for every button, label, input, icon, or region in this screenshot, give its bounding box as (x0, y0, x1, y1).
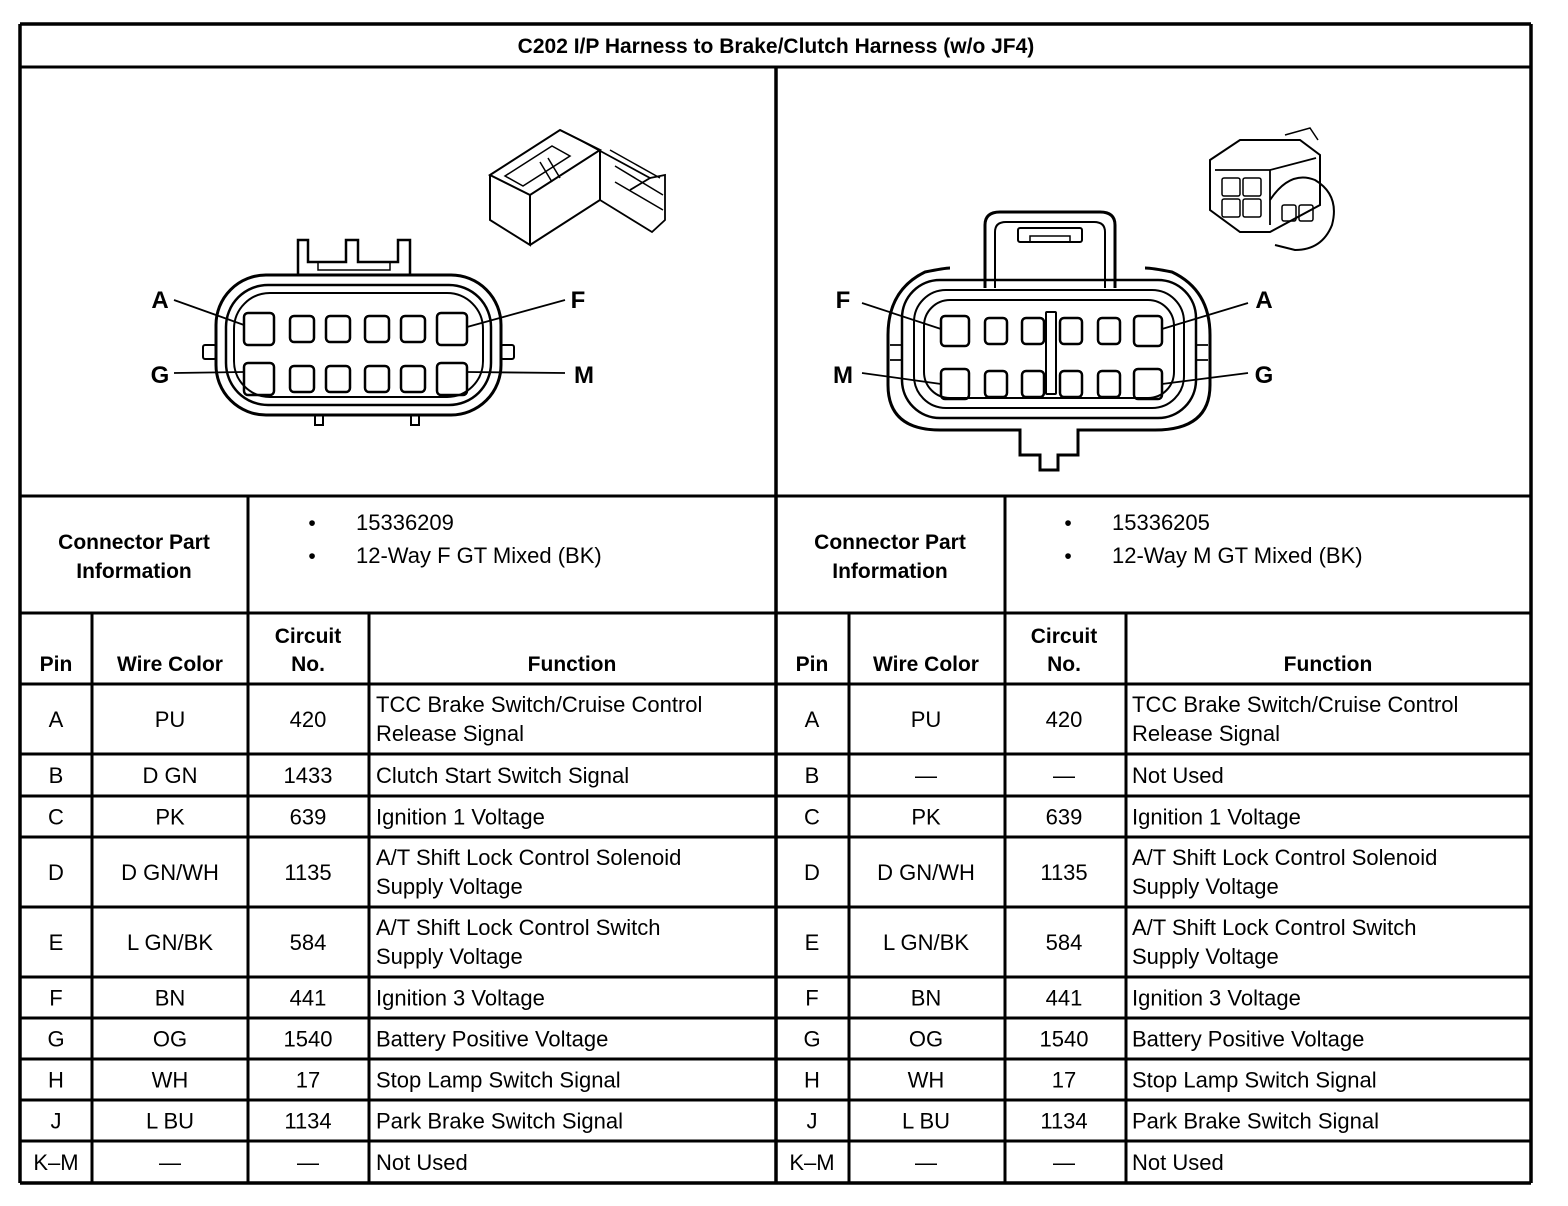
bullet: • (308, 512, 316, 535)
cell-wire-color: PU (910, 707, 942, 732)
header-pin: Pin (795, 653, 829, 676)
cell-circuit: 639 (1045, 804, 1083, 830)
cell-function: Battery Positive Voltage (1132, 1026, 1365, 1052)
cell-pin: F (805, 985, 819, 1011)
pin-callout-top-left: A (151, 287, 169, 314)
part-info-label: Connector Part (814, 531, 966, 554)
cell-circuit: 17 (1051, 1067, 1077, 1093)
cell-function: Supply Voltage (376, 874, 523, 899)
header-circuit: Circuit (274, 625, 342, 648)
cell-function: Stop Lamp Switch Signal (1132, 1067, 1377, 1093)
cell-pin: G (803, 1026, 821, 1052)
cell-function: Ignition 1 Voltage (376, 804, 545, 830)
cell-wire-color: D GN/WH (121, 860, 219, 885)
cell-function: A/T Shift Lock Control Switch (1132, 915, 1417, 940)
cell-circuit: 584 (289, 930, 327, 955)
cell-circuit: 1135 (284, 860, 332, 885)
cell-pin: D (804, 860, 820, 885)
cell-function: Supply Voltage (376, 944, 523, 969)
connector-description: 12-Way F GT Mixed (BK) (356, 543, 602, 568)
cell-pin: E (804, 930, 820, 955)
cell-wire-color: WH (907, 1067, 945, 1093)
header-wire-color: Wire Color (873, 653, 979, 676)
part-info-label: Information (832, 560, 948, 583)
cell-pin: B (804, 763, 820, 788)
cell-function: A/T Shift Lock Control Solenoid (376, 845, 682, 870)
cell-circuit: 441 (1045, 985, 1083, 1011)
cell-circuit: 17 (295, 1067, 321, 1093)
part-number: 15336205 (1112, 510, 1210, 535)
cell-function: Supply Voltage (1132, 944, 1279, 969)
cell-function: Park Brake Switch Signal (376, 1108, 623, 1134)
cell-circuit: 1134 (284, 1108, 332, 1134)
header-circuit: No. (1047, 653, 1081, 676)
part-number: 15336209 (356, 510, 454, 535)
cell-wire-color: BN (154, 985, 186, 1011)
cell-function: Release Signal (1132, 721, 1280, 746)
cell-function: Release Signal (376, 721, 524, 746)
pin-callout-top-left: F (835, 287, 851, 314)
bullet: • (308, 545, 316, 568)
cell-wire-color: PK (911, 804, 941, 830)
cell-pin: G (47, 1026, 65, 1052)
header-circuit: No. (291, 653, 325, 676)
header-circuit: Circuit (1030, 625, 1098, 648)
connector-description: 12-Way M GT Mixed (BK) (1112, 543, 1363, 568)
cell-pin: K–M (789, 1150, 835, 1175)
pin-callout-bottom-right: G (1254, 362, 1274, 389)
pin-callout-top-right: F (570, 287, 586, 314)
cell-function: Ignition 3 Voltage (376, 985, 545, 1011)
cell-function: Park Brake Switch Signal (1132, 1108, 1379, 1134)
cell-function: A/T Shift Lock Control Solenoid (1132, 845, 1438, 870)
cell-pin: J (50, 1108, 62, 1134)
cell-wire-color: WH (151, 1067, 189, 1093)
part-info-label: Information (76, 560, 192, 583)
cell-pin: J (806, 1108, 818, 1134)
cell-circuit: 1433 (283, 763, 333, 788)
pin-callout-bottom-left: G (150, 362, 170, 389)
cell-circuit: 1135 (1040, 860, 1088, 885)
cell-function: Battery Positive Voltage (376, 1026, 609, 1052)
cell-pin: C (804, 804, 820, 830)
part-info-label: Connector Part (58, 531, 210, 554)
cell-pin: F (49, 985, 63, 1011)
cell-pin: H (804, 1067, 820, 1093)
cell-function: TCC Brake Switch/Cruise Control (376, 692, 703, 717)
cell-function: TCC Brake Switch/Cruise Control (1132, 692, 1459, 717)
cell-wire-color: D GN/WH (877, 860, 975, 885)
cell-function: Not Used (1132, 763, 1224, 788)
cell-pin: C (48, 804, 64, 830)
cell-circuit: 1540 (283, 1026, 333, 1052)
cell-pin: A (804, 707, 820, 732)
cell-circuit: 1134 (1040, 1108, 1088, 1134)
cell-function: Supply Voltage (1132, 874, 1279, 899)
header-wire-color: Wire Color (117, 653, 223, 676)
cell-wire-color: D GN (142, 763, 198, 788)
cell-circuit: 584 (1045, 930, 1083, 955)
header-function: Function (527, 653, 617, 676)
bullet: • (1064, 512, 1072, 535)
cell-function: Not Used (1132, 1150, 1224, 1175)
cell-function: Clutch Start Switch Signal (376, 763, 630, 788)
cell-pin: E (48, 930, 64, 955)
cell-wire-color: — (159, 1150, 181, 1175)
cell-circuit: 420 (1045, 707, 1083, 732)
header-function: Function (1283, 653, 1373, 676)
cell-pin: A (48, 707, 64, 732)
cell-wire-color: — (915, 763, 937, 788)
cell-wire-color: BN (910, 985, 942, 1011)
cell-function: A/T Shift Lock Control Switch (376, 915, 661, 940)
cell-wire-color: OG (908, 1026, 944, 1052)
pin-callout-bottom-right: M (574, 362, 594, 389)
cell-wire-color: L BU (145, 1108, 195, 1134)
pin-callout-bottom-left: M (833, 362, 853, 389)
cell-wire-color: L BU (901, 1108, 951, 1134)
cell-wire-color: PU (154, 707, 186, 732)
header-pin: Pin (39, 653, 73, 676)
cell-wire-color: L GN/BK (883, 930, 969, 955)
diagram-title: C202 I/P Harness to Brake/Clutch Harness (w/o JF4) (517, 35, 1035, 58)
cell-wire-color: — (915, 1150, 937, 1175)
cell-circuit: — (1053, 1150, 1075, 1175)
cell-function: Not Used (376, 1150, 468, 1175)
cell-circuit: — (297, 1150, 319, 1175)
cell-circuit: 420 (289, 707, 327, 732)
cell-wire-color: L GN/BK (127, 930, 213, 955)
cell-circuit: — (1053, 763, 1075, 788)
cell-function: Ignition 3 Voltage (1132, 985, 1301, 1011)
cell-pin: B (48, 763, 64, 788)
cell-pin: H (48, 1067, 64, 1093)
cell-circuit: 639 (289, 804, 327, 830)
pin-callout-top-right: A (1255, 287, 1273, 314)
cell-circuit: 1540 (1039, 1026, 1089, 1052)
cell-circuit: 441 (289, 985, 327, 1011)
cell-function: Stop Lamp Switch Signal (376, 1067, 621, 1093)
table-grid (20, 24, 1531, 1183)
cell-pin: K–M (33, 1150, 79, 1175)
cell-function: Ignition 1 Voltage (1132, 804, 1301, 830)
cell-wire-color: OG (152, 1026, 188, 1052)
cell-pin: D (48, 860, 64, 885)
cell-wire-color: PK (155, 804, 185, 830)
bullet: • (1064, 545, 1072, 568)
